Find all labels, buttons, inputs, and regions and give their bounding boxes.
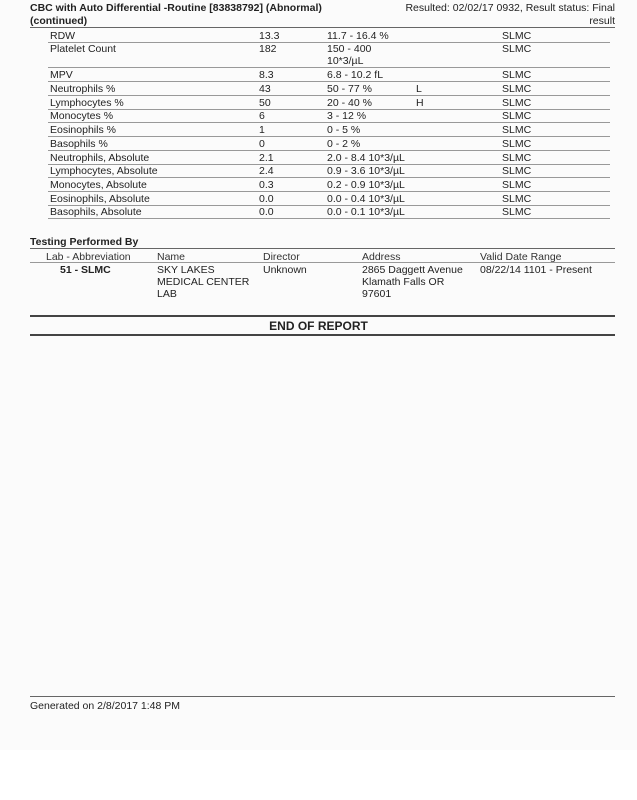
result-reference: [327, 43, 371, 67]
result-name: Monocytes %: [50, 110, 114, 122]
result-name: Neutrophils, Absolute: [50, 152, 150, 164]
testing-header-divider: [30, 262, 615, 263]
result-site: SLMC: [502, 179, 532, 191]
result-site: SLMC: [502, 152, 532, 164]
result-reference: 6.8 - 10.2 fL: [327, 69, 384, 81]
table-row: [0, 43, 637, 69]
row-divider: [48, 191, 610, 192]
row-divider: [48, 122, 610, 123]
result-value: 8.3: [259, 69, 274, 81]
result-name: Monocytes, Absolute: [50, 179, 147, 191]
result-reference: 0 - 5 %: [327, 124, 361, 136]
col-header-address: Address: [362, 251, 401, 263]
footer-divider: [30, 696, 615, 697]
result-name: Lymphocytes %: [50, 97, 124, 109]
result-site: SLMC: [502, 43, 532, 55]
result-name: Platelet Count: [50, 43, 116, 55]
lab-address-line3: 97601: [362, 288, 392, 300]
abnormal-flag: L: [416, 83, 422, 95]
end-of-report: END OF REPORT: [269, 319, 368, 333]
result-value: 50: [259, 97, 271, 109]
result-site: SLMC: [502, 97, 532, 109]
testing-divider: [30, 248, 615, 249]
lab-name-line1: SKY LAKES: [157, 264, 215, 276]
result-name: Eosinophils %: [50, 124, 116, 136]
col-header-director: Director: [263, 251, 300, 263]
row-divider: [48, 150, 610, 151]
result-name: MPV: [50, 69, 73, 81]
lab-valid-range: 08/22/14 1101 - Present: [480, 264, 592, 276]
result-value: 2.1: [259, 152, 274, 164]
result-site: SLMC: [502, 110, 532, 122]
result-site: SLMC: [502, 193, 532, 205]
row-divider: [48, 177, 610, 178]
result-reference: 0.0 - 0.1 10*3/µL: [327, 206, 405, 218]
result-reference: 0 - 2 %: [327, 138, 361, 150]
row-divider: [48, 218, 610, 219]
lab-address: [362, 264, 463, 300]
continued-label: (continued): [30, 15, 88, 27]
result-value: 0.0: [259, 193, 274, 205]
lab-abbreviation: 51 - SLMC: [60, 264, 111, 276]
result-reference: 11.7 - 16.4 %: [327, 30, 389, 42]
result-site: SLMC: [502, 30, 532, 42]
lab-name-line2: MEDICAL CENTER: [157, 276, 250, 288]
result-name: Basophils %: [50, 138, 108, 150]
result-reference: 3 - 12 %: [327, 110, 367, 122]
result-value: 43: [259, 83, 271, 95]
result-reference-line1: 150 - 400: [327, 43, 372, 55]
lab-address-line2: Klamath Falls OR: [362, 276, 445, 288]
result-site: SLMC: [502, 124, 532, 136]
result-site: SLMC: [502, 206, 532, 218]
row-divider: [48, 95, 610, 96]
lab-name-line3: LAB: [157, 288, 177, 300]
result-reference: 50 - 77 %: [327, 83, 372, 95]
result-name: Eosinophils, Absolute: [50, 193, 150, 205]
lab-name: [157, 264, 249, 300]
header-divider: [30, 27, 615, 28]
col-header-lab: Lab - Abbreviation: [46, 251, 131, 263]
result-status-line2: result: [589, 15, 615, 27]
result-reference-line2: 10*3/µL: [327, 55, 364, 67]
row-divider: [48, 81, 610, 82]
result-reference: 0.9 - 3.6 10*3/µL: [327, 165, 405, 177]
result-name: Lymphocytes, Absolute: [50, 165, 158, 177]
result-site: SLMC: [502, 165, 532, 177]
result-value: 0: [259, 138, 265, 150]
end-report-bottom-rule: [30, 334, 615, 336]
result-value: 2.4: [259, 165, 274, 177]
result-site: SLMC: [502, 69, 532, 81]
lab-director: Unknown: [263, 264, 307, 276]
result-status-line1: Resulted: 02/02/17 0932, Result status: Final: [405, 2, 615, 14]
result-reference: 0.0 - 0.4 10*3/µL: [327, 193, 405, 205]
abnormal-flag: H: [416, 97, 424, 109]
result-name: Basophils, Absolute: [50, 206, 142, 218]
result-reference: 2.0 - 8.4 10*3/µL: [327, 152, 405, 164]
result-reference: 20 - 40 %: [327, 97, 372, 109]
lab-address-line1: 2865 Daggett Avenue: [362, 264, 463, 276]
test-title: CBC with Auto Differential -Routine [83838792] (Abnormal): [30, 2, 322, 14]
result-value: 1: [259, 124, 265, 136]
result-reference: 0.2 - 0.9 10*3/µL: [327, 179, 405, 191]
col-header-valid-range: Valid Date Range: [480, 251, 562, 263]
result-value: 182: [259, 43, 277, 55]
result-value: 13.3: [259, 30, 280, 42]
result-value: 0.0: [259, 206, 274, 218]
result-name: RDW: [50, 30, 76, 42]
result-site: SLMC: [502, 83, 532, 95]
result-value: 0.3: [259, 179, 274, 191]
end-report-top-rule: [30, 315, 615, 317]
testing-performed-title: Testing Performed By: [30, 236, 139, 248]
result-site: SLMC: [502, 138, 532, 150]
result-status: [405, 2, 615, 28]
result-name: Neutrophils %: [50, 83, 116, 95]
col-header-name: Name: [157, 251, 186, 263]
result-value: 6: [259, 110, 265, 122]
generated-timestamp: Generated on 2/8/2017 1:48 PM: [30, 700, 181, 712]
row-divider: [48, 67, 610, 68]
row-divider: [48, 136, 610, 137]
